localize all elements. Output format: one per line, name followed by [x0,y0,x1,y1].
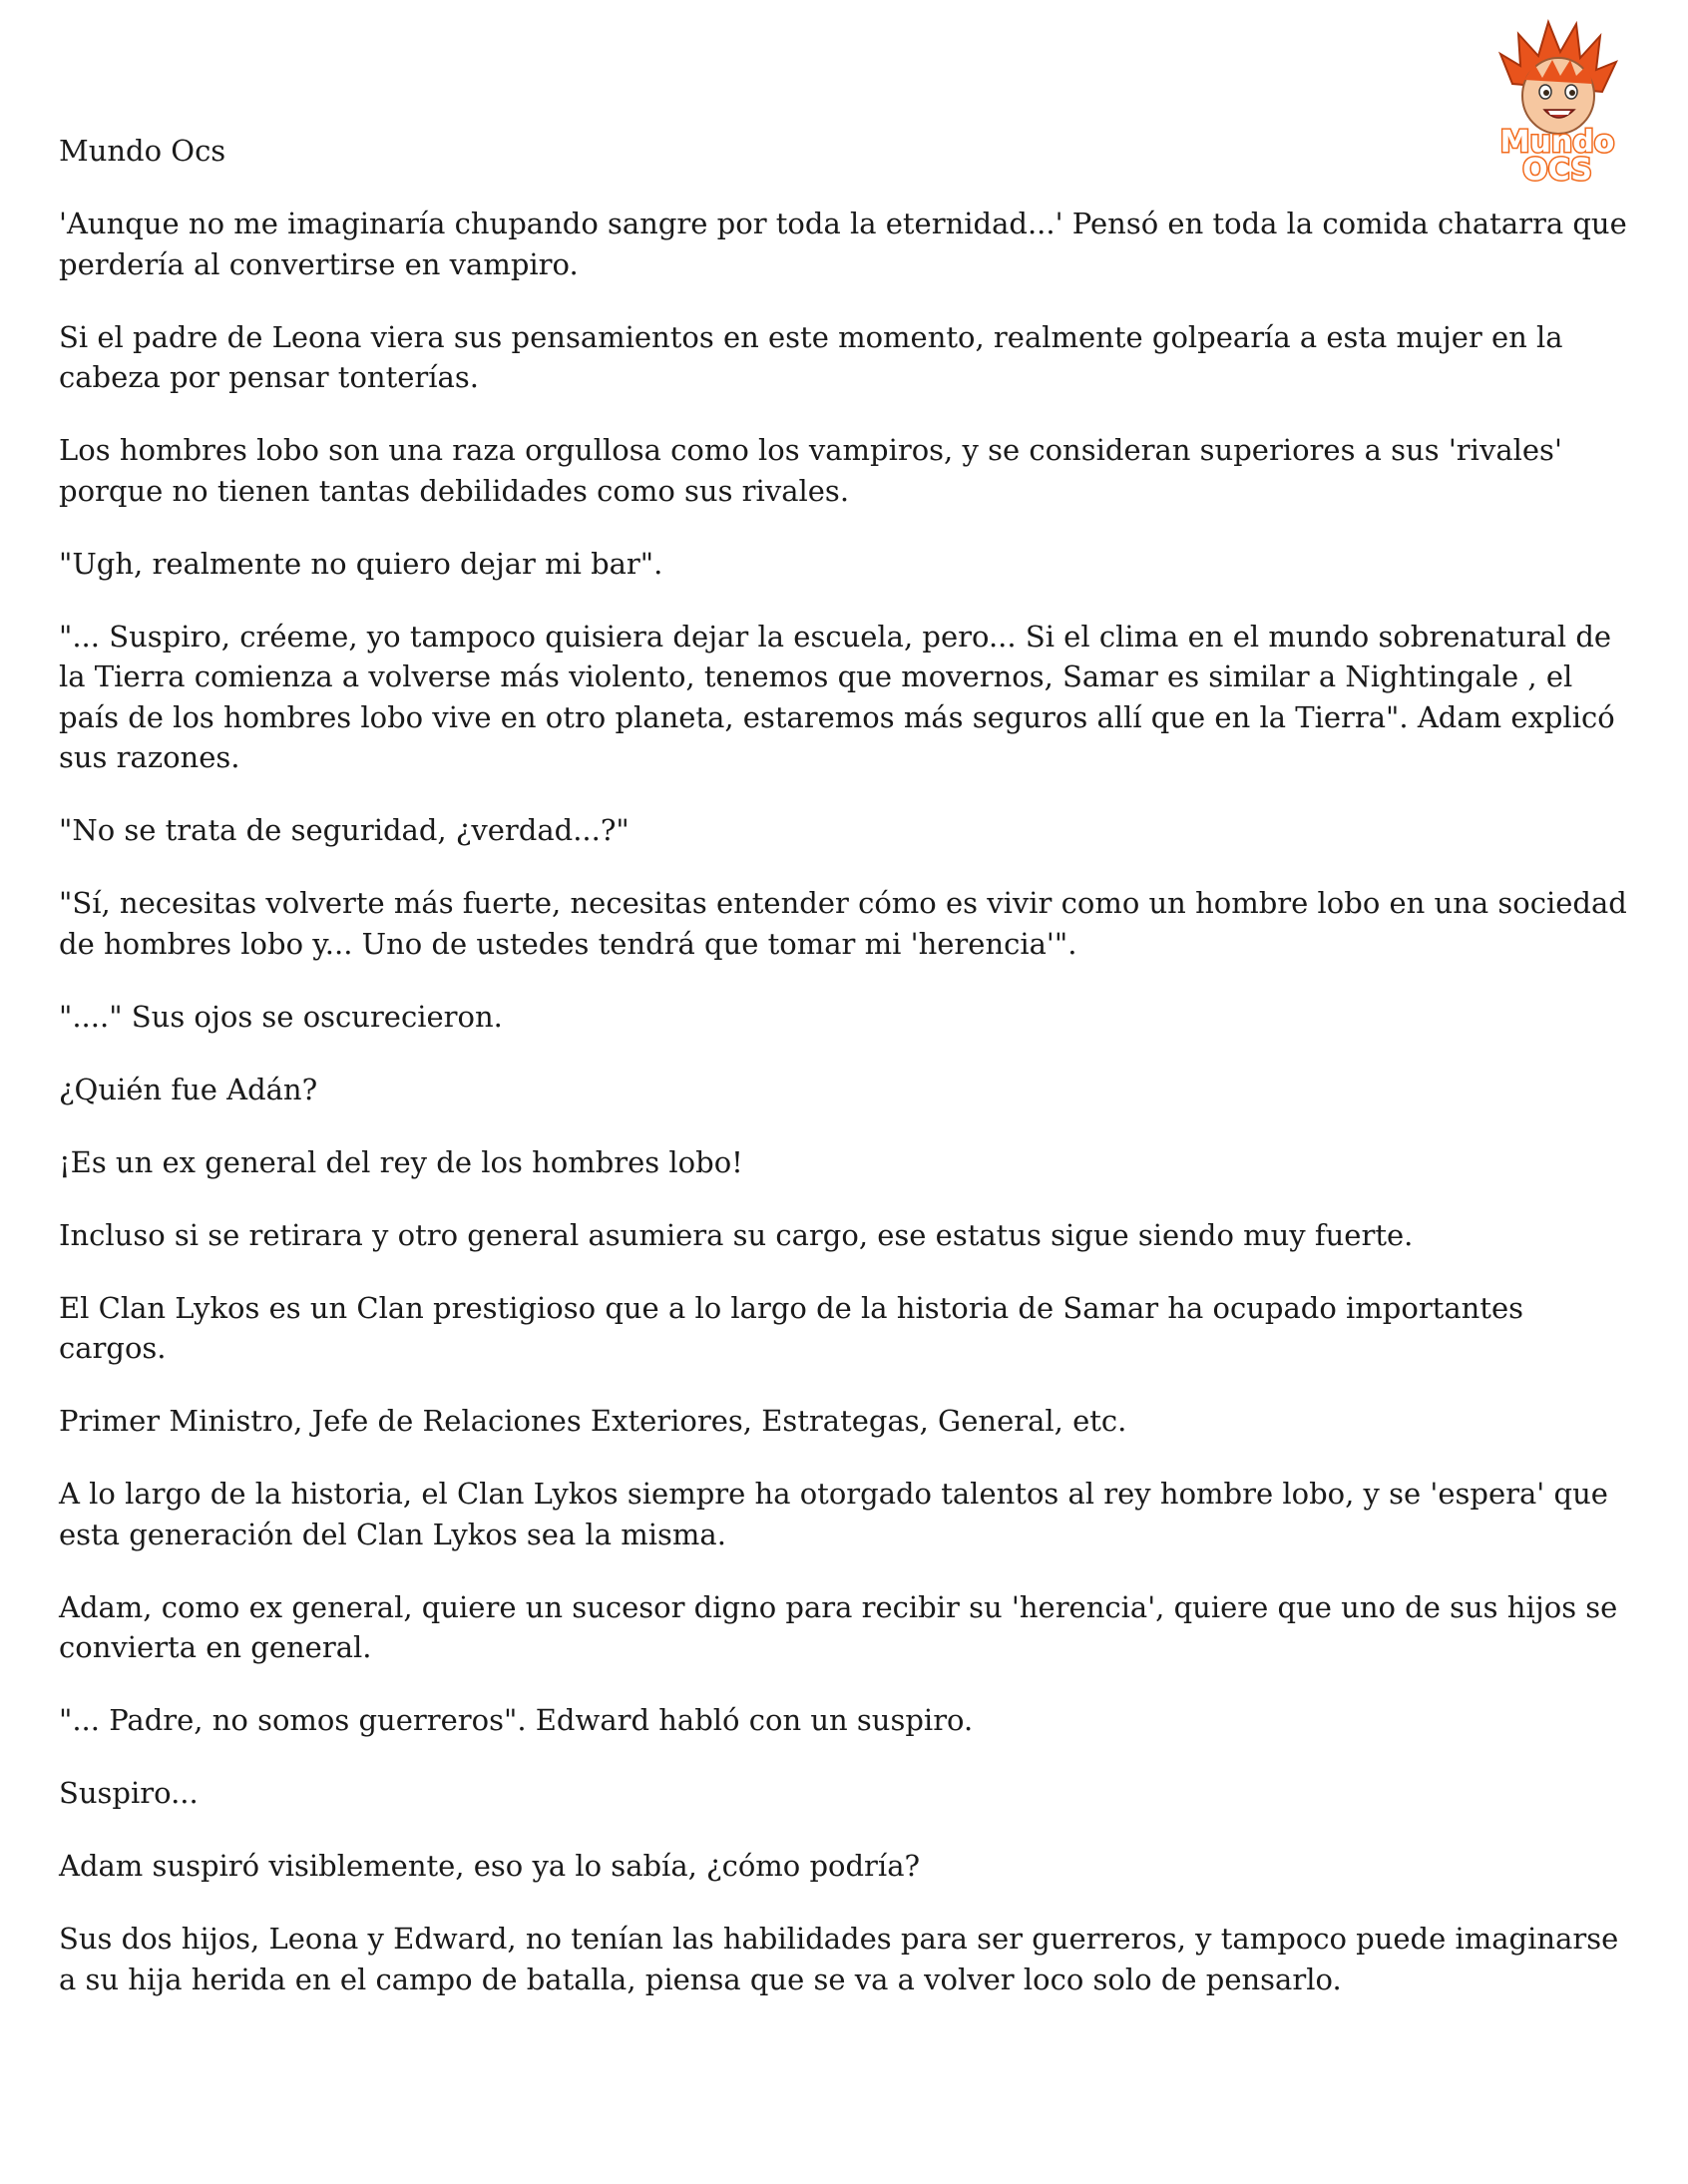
logo-text-mundo: Mundo [1499,125,1615,160]
paragraph: "... Padre, no somos guerreros". Edward habló con un suspiro. [59,1703,974,1737]
paragraph: Incluso si se retirara y otro general asumiera su cargo, ese estatus sigue siendo muy fuerte. [59,1217,1414,1252]
paragraph: Si el padre de Leona viera sus pensamientos en este momento, realmente golpearía a esta mujer en la cabeza por pensar tonterías. [59,319,1563,394]
paragraph: "...." Sus ojos se oscurecieron. [59,999,503,1034]
paragraph: "Ugh, realmente no quiero dejar mi bar". [59,546,663,581]
paragraph: Los hombres lobo son una raza orgullosa como los vampiros, y se consideran superiores a sus 'rivales' porque no tienen tantas debilidades como sus rivales. [59,433,1562,508]
document-body [59,131,1635,2032]
paragraph: "Sí, necesitas volverte más fuerte, necesitas entender cómo es vivir como un hombre lobo en una sociedad de hombres lobo y... Uno de ustedes tendrá que tomar mi 'herencia'". [59,886,1627,961]
paragraph: El Clan Lykos es un Clan prestigioso que a lo largo de la historia de Samar ha ocupado importantes cargos. [59,1290,1523,1365]
paragraph: A lo largo de la historia, el Clan Lykos siempre ha otorgado talentos al rey hombre lobo, y se 'espera' que esta generación del Clan Lykos sea la misma. [59,1477,1608,1551]
paragraph: Suspiro... [59,1776,199,1810]
page-header: Mundo Ocs [59,134,226,168]
logo-text-ocs: OCS [1522,153,1592,184]
paragraph: ¡Es un ex general del rey de los hombres lobo! [59,1144,743,1179]
paragraph: ¿Quién fue Adán? [59,1072,318,1106]
paragraph: Adam suspiró visiblemente, eso ya lo sabía, ¿cómo podría? [59,1849,921,1883]
paragraph: Sus dos hijos, Leona y Edward, no tenían las habilidades para ser guerreros, y tampoco puede imaginarse a su hija herida en el campo de batalla, piensa que se va a volver loco solo de pensarlo. [59,1922,1619,1996]
paragraph: Primer Ministro, Jefe de Relaciones Exteriores, Estrategas, General, etc. [59,1404,1127,1438]
paragraph: 'Aunque no me imaginaría chupando sangre por toda la eternidad...' Pensó en toda la comida chatarra que perdería al convertirse en vampiro. [59,207,1627,281]
paragraph: "... Suspiro, créeme, yo tampoco quisiera dejar la escuela, pero... Si el clima en el mundo sobrenatural de la Tierra comienza a volverse más violento, tenemos que movernos, Samar es similar a Nightingale , el país de los hombres lobo vive en otro planeta, estaremos más seguros allí que en la Tierra". Adam explicó sus razones. [59,619,1615,774]
paragraph: "No se trata de seguridad, ¿verdad...?" [59,813,630,847]
paragraph: Adam, como ex general, quiere un sucesor digno para recibir su 'herencia', quiere que uno de sus hijos se convierta en general. [59,1589,1618,1664]
